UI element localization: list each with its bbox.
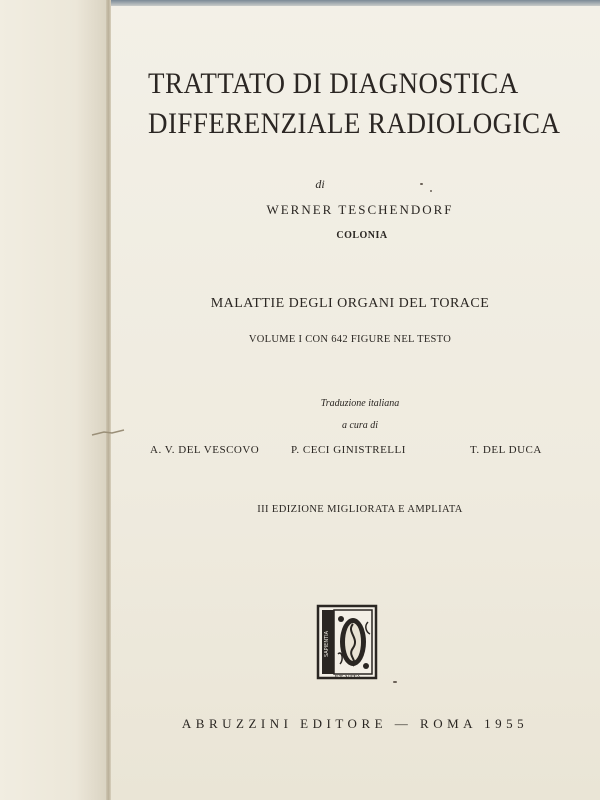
subject-heading: MALATTIE DEGLI ORGANI DEL TORACE — [210, 296, 490, 311]
translator-2: P. CECI GINISTRELLI — [291, 444, 406, 456]
publisher-imprint: ABRUZZINI EDITORE — ROMA 1955 — [181, 716, 529, 731]
page-top-edge — [111, 0, 600, 6]
emblem-motto: ET VITA — [334, 674, 362, 681]
author-city: COLONIA — [336, 230, 388, 241]
title-line-2: DIFFERENZIALE RADIOLOGICA — [148, 107, 561, 140]
paper-speck — [430, 190, 432, 192]
volume-info: VOLUME I CON 642 FIGURE NEL TESTO — [248, 334, 452, 345]
svg-text:SAPIENTIA: SAPIENTIA — [324, 630, 330, 658]
care-label: a cura di — [341, 420, 379, 431]
paper-speck — [420, 183, 423, 185]
translation-label: Traduzione italiana — [320, 398, 400, 409]
by-label: di — [315, 177, 325, 191]
translator-1: A. V. DEL VESCOVO — [150, 444, 260, 456]
paper-fold-mark — [90, 428, 126, 438]
paper-speck — [393, 681, 397, 683]
author-name: WERNER TESCHENDORF — [266, 202, 454, 217]
title-line-1: TRATTATO DI DIAGNOSTICA — [148, 67, 519, 100]
book-title — [148, 64, 561, 144]
left-page — [0, 0, 108, 800]
translator-3: T. DEL DUCA — [470, 444, 542, 456]
edition-info: III EDIZIONE MIGLIORATA E AMPLIATA — [257, 504, 463, 515]
publisher-emblem-icon — [316, 604, 378, 680]
